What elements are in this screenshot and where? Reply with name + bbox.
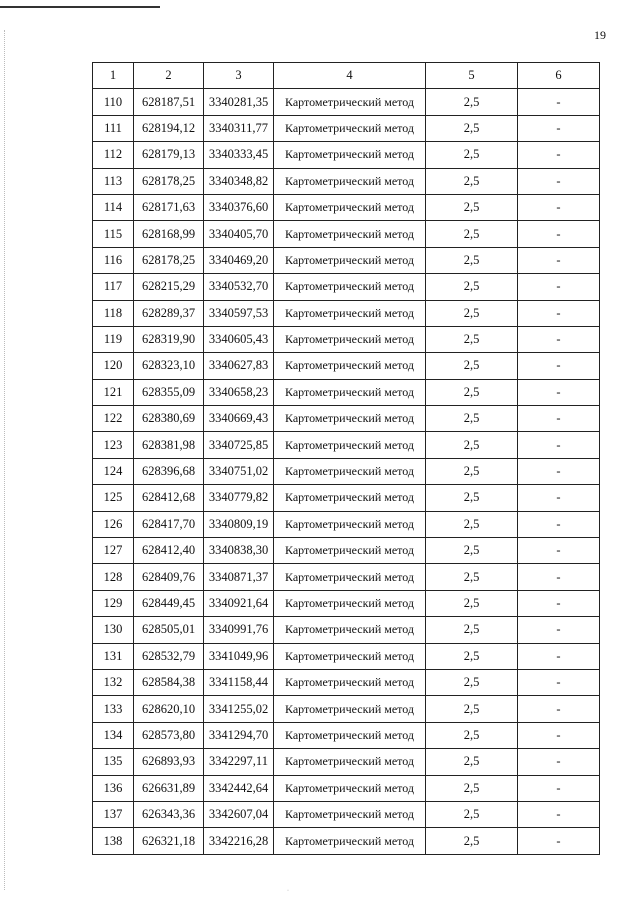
y-coordinate-cell: 3342297,11	[204, 749, 274, 775]
x-coordinate-cell: 628505,01	[134, 617, 204, 643]
note-cell: -	[518, 353, 600, 379]
y-coordinate-cell: 3340333,45	[204, 142, 274, 168]
x-coordinate-cell: 628355,09	[134, 379, 204, 405]
method-cell: Картометрический метод	[274, 617, 426, 643]
accuracy-cell: 2,5	[426, 379, 518, 405]
x-coordinate-cell: 628289,37	[134, 300, 204, 326]
method-cell: Картометрический метод	[274, 590, 426, 616]
note-cell: -	[518, 221, 600, 247]
x-coordinate-cell: 628573,80	[134, 722, 204, 748]
x-coordinate-cell: 626631,89	[134, 775, 204, 801]
x-coordinate-cell: 628396,68	[134, 458, 204, 484]
x-coordinate-cell: 628178,25	[134, 247, 204, 273]
note-cell: -	[518, 406, 600, 432]
accuracy-cell: 2,5	[426, 749, 518, 775]
y-coordinate-cell: 3340751,02	[204, 458, 274, 484]
point-number-cell: 116	[93, 247, 134, 273]
point-number-cell: 115	[93, 221, 134, 247]
note-cell: -	[518, 168, 600, 194]
column-header: 6	[518, 63, 600, 89]
note-cell: -	[518, 538, 600, 564]
column-header: 5	[426, 63, 518, 89]
table-row	[93, 326, 600, 352]
y-coordinate-cell: 3340991,76	[204, 617, 274, 643]
note-cell: -	[518, 775, 600, 801]
y-coordinate-cell: 3340311,77	[204, 115, 274, 141]
point-number-cell: 118	[93, 300, 134, 326]
y-coordinate-cell: 3340871,37	[204, 564, 274, 590]
method-cell: Картометрический метод	[274, 274, 426, 300]
x-coordinate-cell: 626321,18	[134, 828, 204, 854]
table-row	[93, 538, 600, 564]
point-number-cell: 110	[93, 89, 134, 115]
column-header: 3	[204, 63, 274, 89]
note-cell: -	[518, 142, 600, 168]
table-row	[93, 300, 600, 326]
header-row	[93, 63, 600, 89]
y-coordinate-cell: 3341158,44	[204, 669, 274, 695]
method-cell: Картометрический метод	[274, 115, 426, 141]
note-cell: -	[518, 564, 600, 590]
note-cell: -	[518, 274, 600, 300]
point-number-cell: 130	[93, 617, 134, 643]
table-row	[93, 696, 600, 722]
table-row	[93, 828, 600, 854]
table-row	[93, 142, 600, 168]
method-cell: Картометрический метод	[274, 89, 426, 115]
x-coordinate-cell: 628178,25	[134, 168, 204, 194]
method-cell: Картометрический метод	[274, 749, 426, 775]
table-row	[93, 168, 600, 194]
y-coordinate-cell: 3340921,64	[204, 590, 274, 616]
accuracy-cell: 2,5	[426, 801, 518, 827]
method-cell: Картометрический метод	[274, 538, 426, 564]
note-cell: -	[518, 115, 600, 141]
method-cell: Картометрический метод	[274, 643, 426, 669]
accuracy-cell: 2,5	[426, 353, 518, 379]
point-number-cell: 129	[93, 590, 134, 616]
method-cell: Картометрический метод	[274, 801, 426, 827]
point-number-cell: 117	[93, 274, 134, 300]
x-coordinate-cell: 628168,99	[134, 221, 204, 247]
accuracy-cell: 2,5	[426, 115, 518, 141]
note-cell: -	[518, 194, 600, 220]
accuracy-cell: 2,5	[426, 617, 518, 643]
accuracy-cell: 2,5	[426, 458, 518, 484]
accuracy-cell: 2,5	[426, 828, 518, 854]
method-cell: Картометрический метод	[274, 247, 426, 273]
method-cell: Картометрический метод	[274, 194, 426, 220]
table-row	[93, 485, 600, 511]
point-number-cell: 113	[93, 168, 134, 194]
point-number-cell: 132	[93, 669, 134, 695]
point-number-cell: 111	[93, 115, 134, 141]
x-coordinate-cell: 628417,70	[134, 511, 204, 537]
y-coordinate-cell: 3342607,04	[204, 801, 274, 827]
note-cell: -	[518, 89, 600, 115]
note-cell: -	[518, 722, 600, 748]
table-body	[93, 89, 600, 854]
point-number-cell: 138	[93, 828, 134, 854]
method-cell: Картометрический метод	[274, 142, 426, 168]
y-coordinate-cell: 3340348,82	[204, 168, 274, 194]
x-coordinate-cell: 628171,63	[134, 194, 204, 220]
table-row	[93, 775, 600, 801]
method-cell: Картометрический метод	[274, 353, 426, 379]
point-number-cell: 112	[93, 142, 134, 168]
note-cell: -	[518, 617, 600, 643]
point-number-cell: 126	[93, 511, 134, 537]
method-cell: Картометрический метод	[274, 379, 426, 405]
note-cell: -	[518, 511, 600, 537]
method-cell: Картометрический метод	[274, 221, 426, 247]
table-row	[93, 511, 600, 537]
x-coordinate-cell: 628449,45	[134, 590, 204, 616]
accuracy-cell: 2,5	[426, 274, 518, 300]
column-header: 2	[134, 63, 204, 89]
accuracy-cell: 2,5	[426, 168, 518, 194]
accuracy-cell: 2,5	[426, 247, 518, 273]
table-row	[93, 458, 600, 484]
coordinates-table	[92, 62, 600, 855]
method-cell: Картометрический метод	[274, 300, 426, 326]
x-coordinate-cell: 628187,51	[134, 89, 204, 115]
note-cell: -	[518, 590, 600, 616]
x-coordinate-cell: 628620,10	[134, 696, 204, 722]
note-cell: -	[518, 801, 600, 827]
point-number-cell: 114	[93, 194, 134, 220]
accuracy-cell: 2,5	[426, 194, 518, 220]
accuracy-cell: 2,5	[426, 326, 518, 352]
method-cell: Картометрический метод	[274, 696, 426, 722]
method-cell: Картометрический метод	[274, 564, 426, 590]
point-number-cell: 127	[93, 538, 134, 564]
note-cell: -	[518, 696, 600, 722]
y-coordinate-cell: 3340605,43	[204, 326, 274, 352]
y-coordinate-cell: 3340281,35	[204, 89, 274, 115]
accuracy-cell: 2,5	[426, 511, 518, 537]
accuracy-cell: 2,5	[426, 142, 518, 168]
y-coordinate-cell: 3340809,19	[204, 511, 274, 537]
note-cell: -	[518, 749, 600, 775]
x-coordinate-cell: 626893,93	[134, 749, 204, 775]
table-row	[93, 353, 600, 379]
table-row	[93, 379, 600, 405]
x-coordinate-cell: 628380,69	[134, 406, 204, 432]
note-cell: -	[518, 432, 600, 458]
x-coordinate-cell: 628381,98	[134, 432, 204, 458]
table-row	[93, 432, 600, 458]
accuracy-cell: 2,5	[426, 221, 518, 247]
page-number: 19	[594, 28, 606, 42]
y-coordinate-cell: 3340725,85	[204, 432, 274, 458]
method-cell: Картометрический метод	[274, 326, 426, 352]
note-cell: -	[518, 828, 600, 854]
method-cell: Картометрический метод	[274, 458, 426, 484]
accuracy-cell: 2,5	[426, 432, 518, 458]
table-row	[93, 801, 600, 827]
accuracy-cell: 2,5	[426, 89, 518, 115]
y-coordinate-cell: 3341294,70	[204, 722, 274, 748]
column-header: 4	[274, 63, 426, 89]
method-cell: Картометрический метод	[274, 669, 426, 695]
point-number-cell: 119	[93, 326, 134, 352]
x-coordinate-cell: 628215,29	[134, 274, 204, 300]
table-row	[93, 274, 600, 300]
point-number-cell: 122	[93, 406, 134, 432]
accuracy-cell: 2,5	[426, 669, 518, 695]
y-coordinate-cell: 3340469,20	[204, 247, 274, 273]
y-coordinate-cell: 3341255,02	[204, 696, 274, 722]
accuracy-cell: 2,5	[426, 696, 518, 722]
point-number-cell: 131	[93, 643, 134, 669]
accuracy-cell: 2,5	[426, 406, 518, 432]
y-coordinate-cell: 3340669,43	[204, 406, 274, 432]
table-row	[93, 669, 600, 695]
y-coordinate-cell: 3340838,30	[204, 538, 274, 564]
accuracy-cell: 2,5	[426, 538, 518, 564]
x-coordinate-cell: 628412,40	[134, 538, 204, 564]
accuracy-cell: 2,5	[426, 590, 518, 616]
point-number-cell: 137	[93, 801, 134, 827]
note-cell: -	[518, 458, 600, 484]
y-coordinate-cell: 3340627,83	[204, 353, 274, 379]
point-number-cell: 134	[93, 722, 134, 748]
table-row	[93, 564, 600, 590]
table-row	[93, 643, 600, 669]
point-number-cell: 120	[93, 353, 134, 379]
method-cell: Картометрический метод	[274, 432, 426, 458]
y-coordinate-cell: 3342442,64	[204, 775, 274, 801]
note-cell: -	[518, 379, 600, 405]
note-cell: -	[518, 485, 600, 511]
accuracy-cell: 2,5	[426, 300, 518, 326]
point-number-cell: 136	[93, 775, 134, 801]
point-number-cell: 135	[93, 749, 134, 775]
y-coordinate-cell: 3340376,60	[204, 194, 274, 220]
table-row	[93, 115, 600, 141]
point-number-cell: 128	[93, 564, 134, 590]
x-coordinate-cell: 628409,76	[134, 564, 204, 590]
x-coordinate-cell: 628584,38	[134, 669, 204, 695]
method-cell: Картометрический метод	[274, 168, 426, 194]
point-number-cell: 123	[93, 432, 134, 458]
top-rule	[0, 6, 160, 8]
y-coordinate-cell: 3340405,70	[204, 221, 274, 247]
point-number-cell: 121	[93, 379, 134, 405]
accuracy-cell: 2,5	[426, 722, 518, 748]
table-row	[93, 722, 600, 748]
accuracy-cell: 2,5	[426, 564, 518, 590]
y-coordinate-cell: 3340658,23	[204, 379, 274, 405]
note-cell: -	[518, 643, 600, 669]
table-row	[93, 406, 600, 432]
y-coordinate-cell: 3341049,96	[204, 643, 274, 669]
accuracy-cell: 2,5	[426, 643, 518, 669]
table-row	[93, 617, 600, 643]
method-cell: Картометрический метод	[274, 828, 426, 854]
y-coordinate-cell: 3340597,53	[204, 300, 274, 326]
y-coordinate-cell: 3340779,82	[204, 485, 274, 511]
scan-speck: ·	[287, 888, 289, 894]
method-cell: Картометрический метод	[274, 511, 426, 537]
scan-edge	[4, 30, 6, 890]
table-row	[93, 221, 600, 247]
x-coordinate-cell: 628179,13	[134, 142, 204, 168]
x-coordinate-cell: 628532,79	[134, 643, 204, 669]
note-cell: -	[518, 247, 600, 273]
accuracy-cell: 2,5	[426, 775, 518, 801]
column-header: 1	[93, 63, 134, 89]
method-cell: Картометрический метод	[274, 485, 426, 511]
table-row	[93, 194, 600, 220]
x-coordinate-cell: 628323,10	[134, 353, 204, 379]
note-cell: -	[518, 326, 600, 352]
note-cell: -	[518, 300, 600, 326]
point-number-cell: 125	[93, 485, 134, 511]
point-number-cell: 124	[93, 458, 134, 484]
x-coordinate-cell: 628412,68	[134, 485, 204, 511]
table-row	[93, 89, 600, 115]
x-coordinate-cell: 626343,36	[134, 801, 204, 827]
table-row	[93, 749, 600, 775]
point-number-cell: 133	[93, 696, 134, 722]
y-coordinate-cell: 3342216,28	[204, 828, 274, 854]
note-cell: -	[518, 669, 600, 695]
x-coordinate-cell: 628319,90	[134, 326, 204, 352]
method-cell: Картометрический метод	[274, 775, 426, 801]
accuracy-cell: 2,5	[426, 485, 518, 511]
x-coordinate-cell: 628194,12	[134, 115, 204, 141]
table-row	[93, 247, 600, 273]
y-coordinate-cell: 3340532,70	[204, 274, 274, 300]
method-cell: Картометрический метод	[274, 406, 426, 432]
method-cell: Картометрический метод	[274, 722, 426, 748]
table-row	[93, 590, 600, 616]
